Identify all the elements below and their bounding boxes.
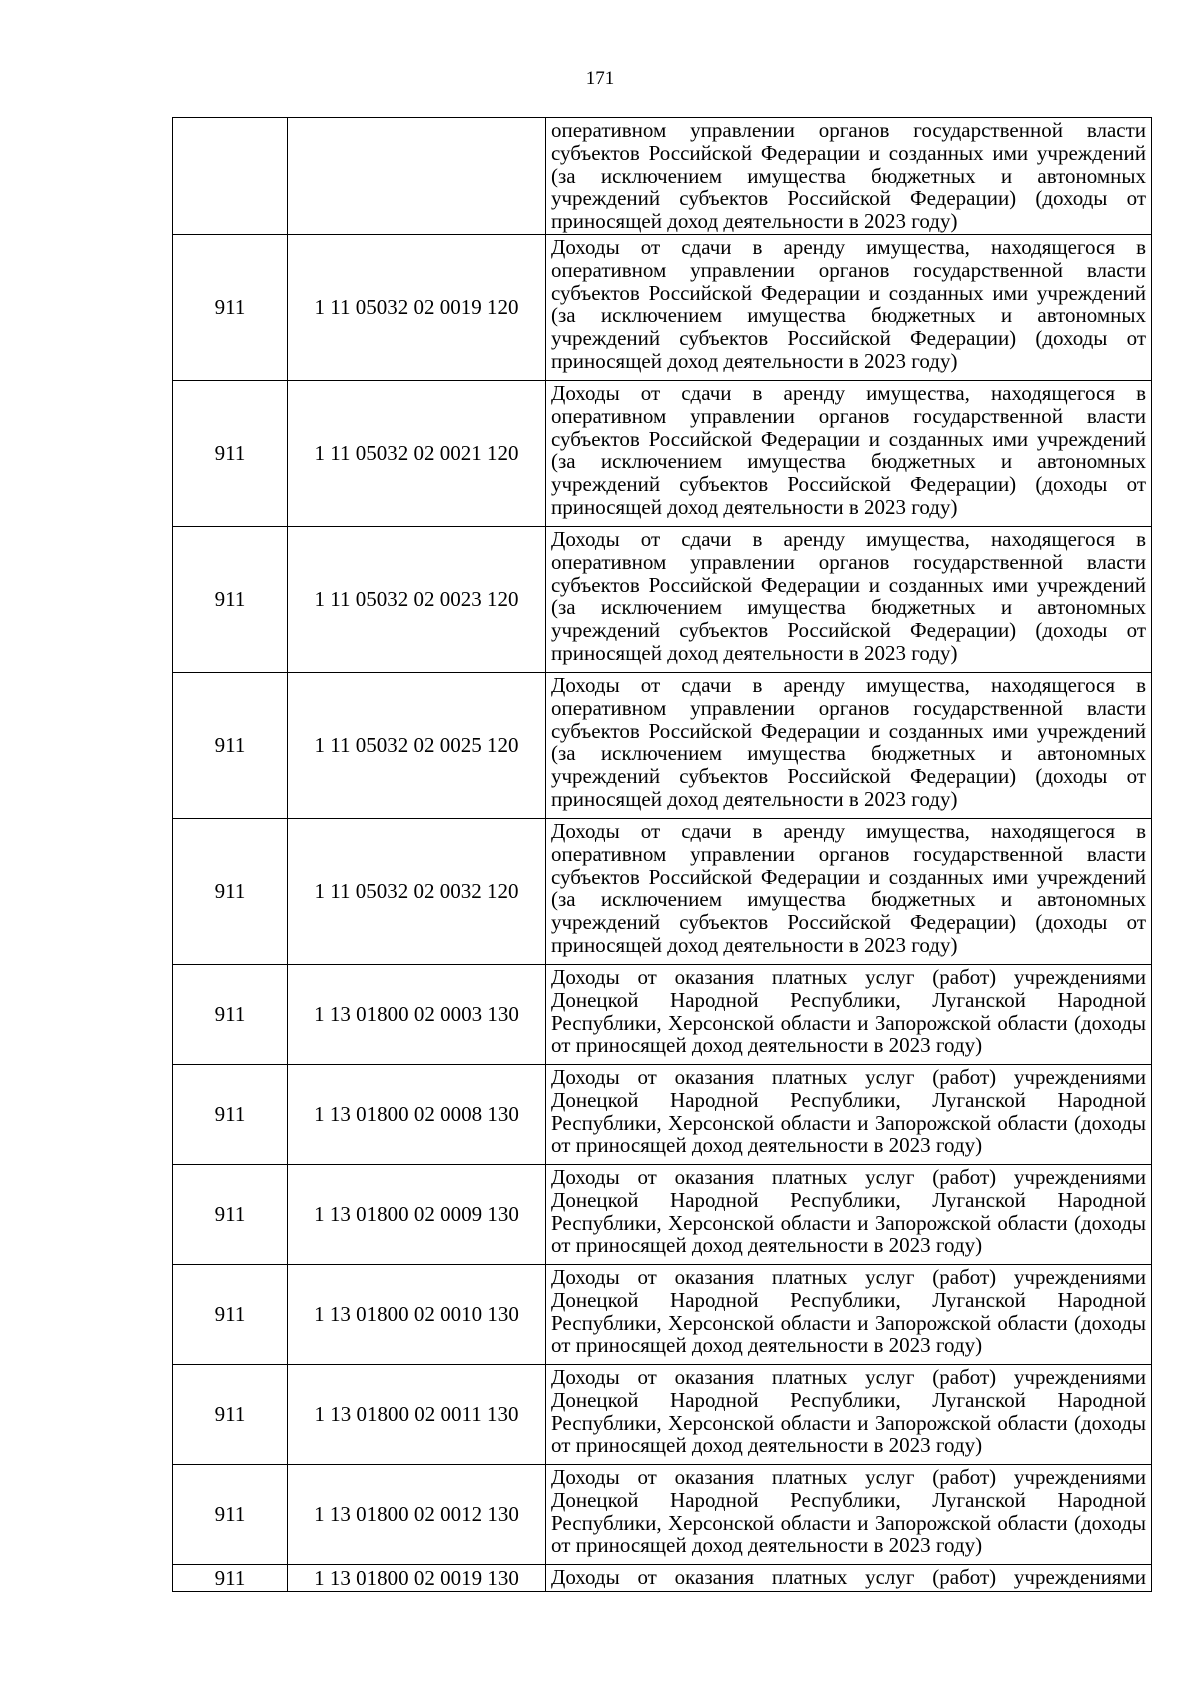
kbk-code-cell: 1 11 05032 02 0025 120	[288, 672, 546, 818]
kbk-code-cell: 1 11 05032 02 0019 120	[288, 234, 546, 380]
description-cell: Доходы от сдачи в аренду имущества, находящегося в оперативном управлении органов государственной власти субъектов Российской Федерации и созданных ими учреждений (за исключением имущества бюджетных и автономных учреждений субъектов Российской Федерации) (доходы от приносящей доход деятельности в 2023 году)	[546, 672, 1152, 818]
kbk-code-cell: 1 13 01800 02 0008 130	[288, 1064, 546, 1164]
description-cell: Доходы от сдачи в аренду имущества, находящегося в оперативном управлении органов государственной власти субъектов Российской Федерации и созданных ими учреждений (за исключением имущества бюджетных и автономных учреждений субъектов Российской Федерации) (доходы от приносящей доход деятельности в 2023 году)	[546, 818, 1152, 964]
admin-code-cell	[173, 118, 288, 235]
admin-code-cell: 911	[173, 672, 288, 818]
table-row	[173, 1264, 1152, 1364]
admin-code-cell: 911	[173, 526, 288, 672]
admin-code-cell: 911	[173, 818, 288, 964]
kbk-code-cell: 1 11 05032 02 0032 120	[288, 818, 546, 964]
admin-code-cell: 911	[173, 1164, 288, 1264]
kbk-code-cell	[288, 118, 546, 235]
description-cell: Доходы от оказания платных услуг (работ) учреждениями Донецкой Народной Республики, Луганской Народной Республики, Херсонской области и Запорожской области (доходы от приносящей доход деятельности в 2023 году)	[546, 964, 1152, 1064]
admin-code-cell: 911	[173, 380, 288, 526]
description-cell: Доходы от сдачи в аренду имущества, находящегося в оперативном управлении органов государственной власти субъектов Российской Федерации и созданных ими учреждений (за исключением имущества бюджетных и автономных учреждений субъектов Российской Федерации) (доходы от приносящей доход деятельности в 2023 году)	[546, 234, 1152, 380]
table-row	[173, 1364, 1152, 1464]
table-row	[173, 818, 1152, 964]
kbk-code-cell: 1 11 05032 02 0023 120	[288, 526, 546, 672]
kbk-code-cell: 1 13 01800 02 0019 130	[288, 1564, 546, 1591]
table-row	[173, 1064, 1152, 1164]
kbk-code-cell: 1 11 05032 02 0021 120	[288, 380, 546, 526]
admin-code-cell: 911	[173, 1364, 288, 1464]
admin-code-cell: 911	[173, 1464, 288, 1564]
table-row	[173, 1564, 1152, 1591]
page-number: 171	[585, 68, 615, 89]
table-row	[173, 1164, 1152, 1264]
kbk-code-cell: 1 13 01800 02 0010 130	[288, 1264, 546, 1364]
description-cell: Доходы от оказания платных услуг (работ) учреждениями Донецкой Народной Республики, Луганской Народной Республики, Херсонской области и Запорожской области (доходы от приносящей доход деятельности в 2023 году)	[546, 1264, 1152, 1364]
table-row	[173, 380, 1152, 526]
admin-code-cell: 911	[173, 234, 288, 380]
table-row	[173, 526, 1152, 672]
description-cell: оперативном управлении органов государственной власти субъектов Российской Федерации и созданных ими учреждений (за исключением имущества бюджетных и автономных учреждений субъектов Российской Федерации) (доходы от приносящей доход деятельности в 2023 году)	[546, 118, 1152, 235]
table-row	[173, 964, 1152, 1064]
kbk-code-cell: 1 13 01800 02 0012 130	[288, 1464, 546, 1564]
admin-code-cell: 911	[173, 1564, 288, 1591]
description-cell: Доходы от оказания платных услуг (работ) учреждениями Донецкой Народной Республики, Луганской Народной Республики, Херсонской области и Запорожской области (доходы от приносящей доход деятельности в 2023 году)	[546, 1164, 1152, 1264]
admin-code-cell: 911	[173, 1064, 288, 1164]
description-cell: Доходы от сдачи в аренду имущества, находящегося в оперативном управлении органов государственной власти субъектов Российской Федерации и созданных ими учреждений (за исключением имущества бюджетных и автономных учреждений субъектов Российской Федерации) (доходы от приносящей доход деятельности в 2023 году)	[546, 380, 1152, 526]
admin-code-cell: 911	[173, 964, 288, 1064]
description-cell: Доходы от оказания платных услуг (работ) учреждениями Донецкой Народной Республики, Луганской Народной Республики, Херсонской области и Запорожской области (доходы от приносящей доход деятельности в 2023 году)	[546, 1064, 1152, 1164]
description-cell: Доходы от сдачи в аренду имущества, находящегося в оперативном управлении органов государственной власти субъектов Российской Федерации и созданных ими учреждений (за исключением имущества бюджетных и автономных учреждений субъектов Российской Федерации) (доходы от приносящей доход деятельности в 2023 году)	[546, 526, 1152, 672]
table-row	[173, 1464, 1152, 1564]
kbk-code-cell: 1 13 01800 02 0011 130	[288, 1364, 546, 1464]
description-cell: Доходы от оказания платных услуг (работ) учреждениями Донецкой Народной Республики, Луганской Народной Республики, Херсонской области и Запорожской области (доходы от приносящей доход деятельности в 2023 году)	[546, 1464, 1152, 1564]
kbk-code-cell: 1 13 01800 02 0003 130	[288, 964, 546, 1064]
table-row	[173, 234, 1152, 380]
description-cell: Доходы от оказания платных услуг (работ) учреждениями Донецкой Народной Республики, Луганской Народной Республики, Херсонской области и Запорожской области (доходы от приносящей доход деятельности в 2023 году)	[546, 1364, 1152, 1464]
table-row	[173, 118, 1152, 235]
admin-code-cell: 911	[173, 1264, 288, 1364]
description-cell: Доходы от оказания платных услуг (работ) учреждениями	[546, 1564, 1152, 1591]
revenue-codes-table	[172, 117, 1152, 1592]
table-row	[173, 672, 1152, 818]
kbk-code-cell: 1 13 01800 02 0009 130	[288, 1164, 546, 1264]
table-body	[173, 118, 1152, 1592]
